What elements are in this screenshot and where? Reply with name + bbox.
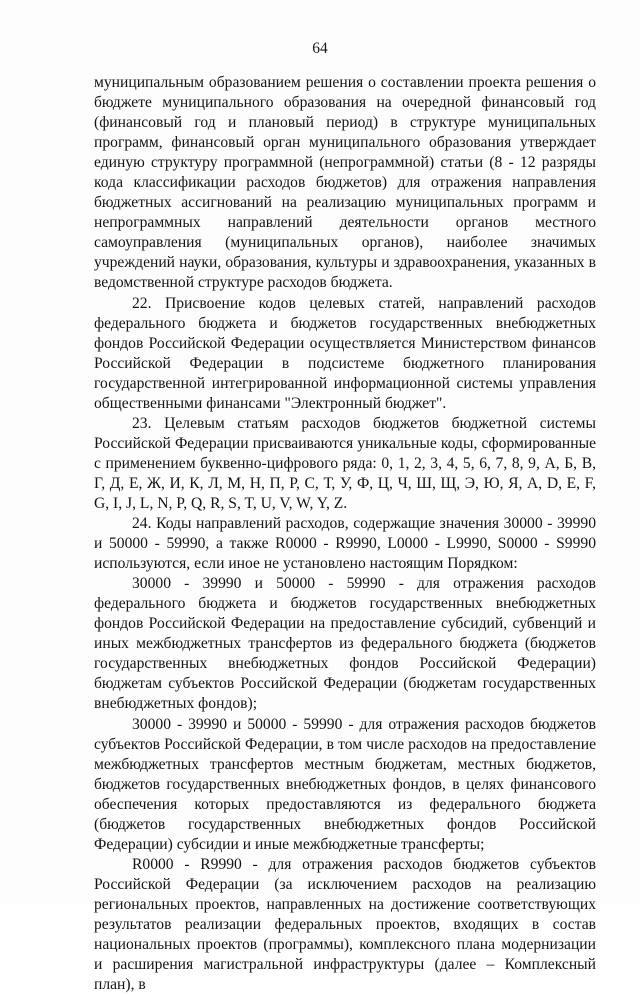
paragraph-codes-regional: 30000 - 39990 и 50000 - 59990 - для отражения расходов бюджетов субъектов Российской Федерации, в том числе расходов на предоставление межбюджетных трансфертов местным бюджетам, местных бюджетов, бюджетов государственных внебюджетных фондов, в целях финансового обеспечения которых предоставляются из федерального бюджета (бюджетов государственных внебюджетных фондов Российской Федерации) субсидии и иные межбюджетные трансферты; <box>94 715 596 853</box>
document-body <box>94 73 596 995</box>
page-number: 64 <box>312 40 328 57</box>
paragraph-item-23: 23. Целевым статьям расходов бюджетов бюджетной системы Российской Федерации присваиваются уникальные коды, сформированные с применением буквенно-цифрового ряда: 0, 1, 2, 3, 4, 5, 6, 7, 8, 9, А, Б, В, Г, Д, Е, Ж, И, К, Л, М, Н, П, Р, С, Т, У, Ф, Ц, Ч, Ш, Щ, Э, Ю, Я, A, D, E, F, G, I, J, L, N, P, Q, R, S, T, U, V, W, Y, Z. <box>94 414 596 512</box>
paragraph-continuation: муниципальным образованием решения о составлении проекта решения о бюджете муниципального образования на очередной финансовый год (финансовый год и плановый период) в структуре муниципальных программ, финансовый орган муниципального образования утверждает единую структуру программной (непрограммной) статьи (8 - 12 разряды кода классификации расходов бюджетов) для отражения направления бюджетных ассигнований на реализацию муниципальных программ и непрограммных направлений деятельности органов местного самоуправления (муниципальных органов), наиболее значимых учреждений науки, образования, культуры и здравоохранения, указанных в ведомственной структуре расходов бюджета. <box>94 74 596 292</box>
paragraph-codes-federal: 30000 - 39990 и 50000 - 59990 - для отражения расходов федерального бюджета и бюджетов государственных внебюджетных фондов Российской Федерации на предоставление субсидий, субвенций и иных межбюджетных трансфертов из федерального бюджета (бюджетов государственных внебюджетных фондов Российской Федерации) бюджетам субъектов Российской Федерации (бюджетам государственных внебюджетных фондов); <box>94 575 596 713</box>
paragraph-item-24: 24. Коды направлений расходов, содержащие значения 30000 - 39990 и 50000 - 59990, а также R0000 - R9990, L0000 - L9990, S0000 - S9990 используются, если иное не установлено настоящим Порядком: <box>94 515 596 573</box>
paragraph-codes-r: R0000 - R9990 - для отражения расходов бюджетов субъектов Российской Федерации (за исключением расходов на реализацию региональных проектов, направленных на достижение соответствующих результатов реализации федеральных проектов, входящих в состав национальных проектов (программы), комплексного плана модернизации и расширения магистральной инфраструктуры (далее – Комплексный план), в <box>94 855 596 994</box>
paragraph-item-22: 22. Присвоение кодов целевых статей, направлений расходов федерального бюджета и бюджетов государственных внебюджетных фондов Российской Федерации осуществляется Министерством финансов Российской Федерации в подсистеме бюджетного планирования государственной интегрированной информационной системы управления общественными финансами "Электронный бюджет". <box>94 294 596 412</box>
